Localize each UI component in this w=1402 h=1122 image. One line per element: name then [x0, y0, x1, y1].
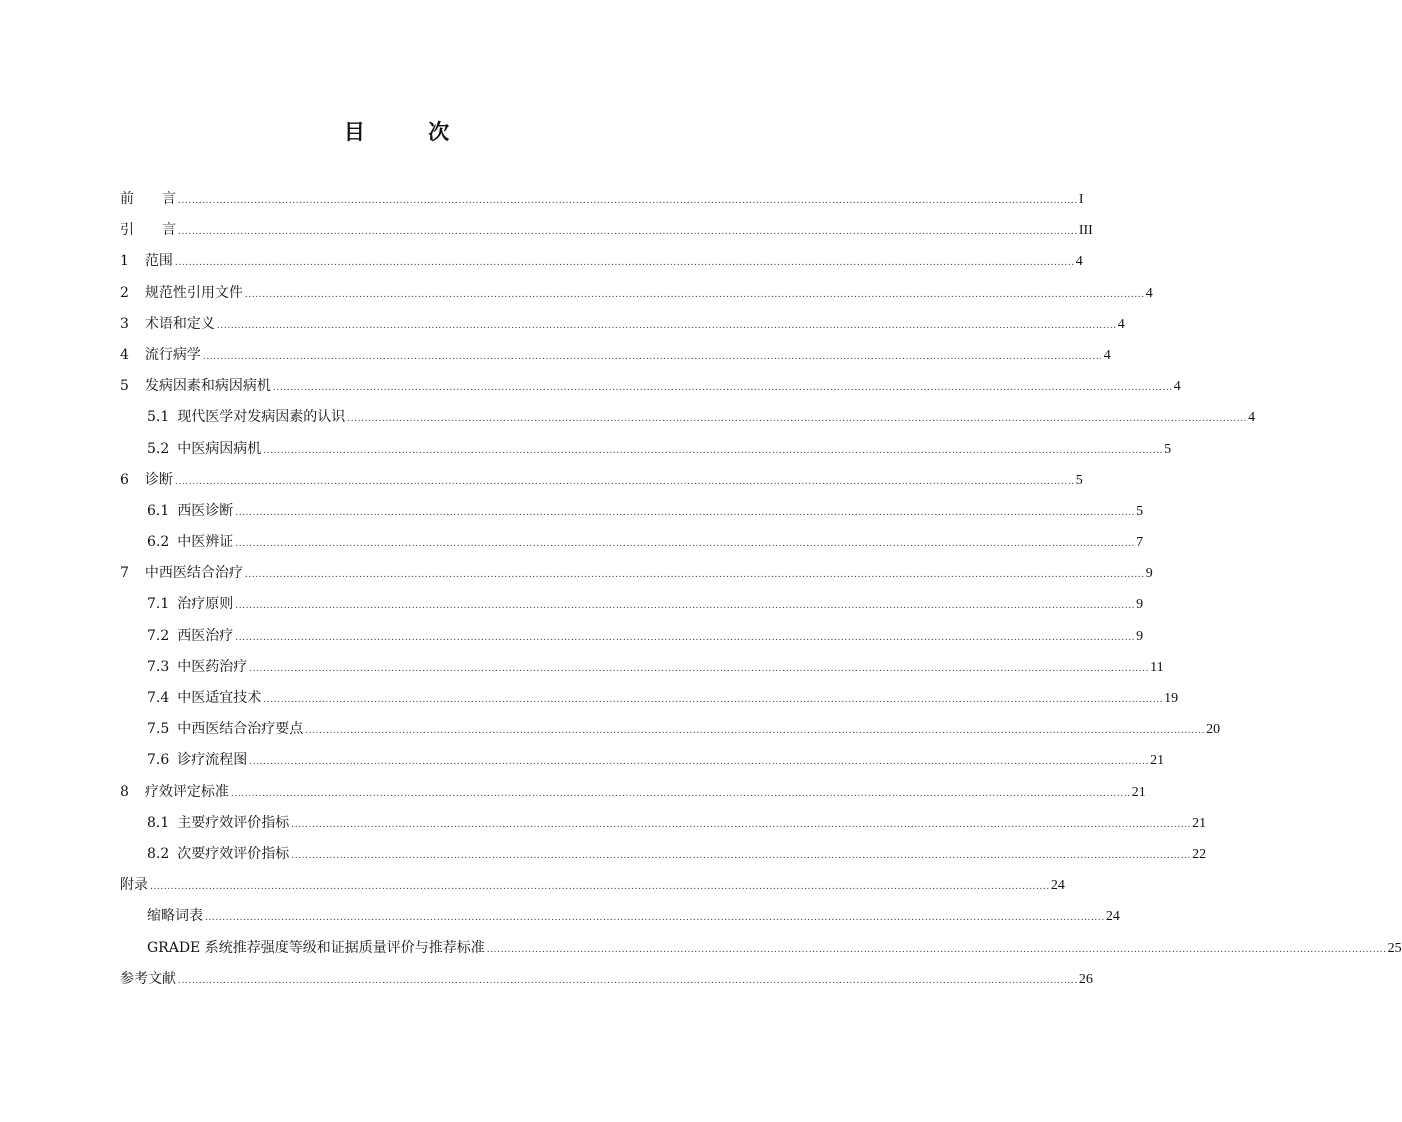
- toc-leader-dots: ....................................................................................................................................................................................................................................................................: [305, 726, 1206, 737]
- table-of-contents: [120, 184, 1402, 995]
- toc-entry-number: 7.4: [147, 690, 170, 706]
- toc-entry-page: 4: [1173, 379, 1181, 395]
- toc-entry-page: 21: [1131, 784, 1146, 800]
- toc-leader-dots: ....................................................................................................................................................................................................................................................................: [235, 601, 1136, 612]
- toc-entry-label: [120, 215, 178, 246]
- toc-entry-page: III: [1078, 223, 1093, 239]
- toc-entry-label: [147, 933, 487, 964]
- toc-entry-number: 7.3: [147, 658, 170, 675]
- toc-entry-label: [147, 901, 205, 932]
- toc-entry[interactable]: [120, 246, 1083, 277]
- toc-entry[interactable]: [120, 402, 1256, 433]
- toc-entry[interactable]: [120, 371, 1181, 402]
- toc-entry-number: 7: [120, 565, 129, 582]
- toc-entry-label: [147, 496, 235, 527]
- toc-entry-text: GRADE 系统推荐强度等级和证据质量评价与推荐标准: [147, 939, 485, 956]
- toc-entry[interactable]: [120, 933, 1402, 964]
- toc-entry-text: 缩略词表: [147, 908, 203, 925]
- toc-entry-text: 附录: [120, 877, 148, 894]
- toc-leader-dots: ....................................................................................................................................................................................................................................................................: [202, 351, 1103, 362]
- toc-entry-label: [147, 434, 263, 465]
- toc-leader-dots: ....................................................................................................................................................................................................................................................................: [291, 850, 1192, 861]
- toc-leader-dots: ....................................................................................................................................................................................................................................................................: [244, 289, 1145, 300]
- toc-entry[interactable]: [120, 745, 1165, 776]
- toc-leader-dots: ....................................................................................................................................................................................................................................................................: [178, 227, 1078, 238]
- toc-leader-dots: ....................................................................................................................................................................................................................................................................: [216, 320, 1117, 331]
- toc-entry-label: [147, 589, 235, 620]
- toc-entry[interactable]: [120, 683, 1179, 714]
- toc-entry[interactable]: [120, 527, 1144, 558]
- toc-entry-page: 4: [1075, 254, 1083, 270]
- toc-entry-text: 现代医学对发病因素的认识: [177, 409, 346, 426]
- toc-entry-label: [120, 246, 175, 277]
- toc-entry-number: 7.5: [147, 721, 170, 738]
- toc-entry-text: 主要疗效评价指标: [177, 814, 290, 831]
- toc-entry-text: 发病因素和病因病机: [144, 378, 271, 395]
- toc-leader-dots: ....................................................................................................................................................................................................................................................................: [174, 258, 1075, 269]
- toc-entry-label: [120, 777, 231, 808]
- toc-entry-page: 9: [1136, 597, 1144, 613]
- toc-entry[interactable]: [120, 558, 1153, 589]
- toc-entry[interactable]: [120, 621, 1144, 652]
- toc-entry[interactable]: [120, 184, 1084, 215]
- toc-leader-dots: ....................................................................................................................................................................................................................................................................: [347, 414, 1248, 425]
- toc-entry-number: 8.2: [147, 845, 170, 862]
- toc-entry-text: 西医诊断: [177, 502, 234, 519]
- toc-leader-dots: ....................................................................................................................................................................................................................................................................: [249, 663, 1150, 674]
- toc-entry-text: 诊断: [144, 471, 173, 488]
- toc-entry-page: 4: [1117, 316, 1125, 332]
- toc-entry-page: 20: [1206, 722, 1221, 738]
- toc-entry[interactable]: [120, 964, 1093, 995]
- toc-entry-page: 4: [1103, 347, 1111, 363]
- toc-entry-text: 次要疗效评价指标: [177, 845, 290, 862]
- toc-entry-label: [120, 870, 150, 901]
- toc-leader-dots: ....................................................................................................................................................................................................................................................................: [249, 757, 1150, 768]
- toc-leader-dots: ....................................................................................................................................................................................................................................................................: [150, 882, 1050, 893]
- toc-entry-text: 引 言: [120, 222, 176, 239]
- toc-entry-number: 4: [120, 346, 129, 363]
- toc-entry-number: 8.1: [147, 814, 170, 831]
- toc-leader-dots: ....................................................................................................................................................................................................................................................................: [272, 383, 1173, 394]
- toc-entry-number: 5: [120, 378, 129, 395]
- toc-entry-text: 治疗原则: [177, 596, 234, 613]
- toc-entry[interactable]: [120, 870, 1065, 901]
- toc-entry-page: 4: [1248, 410, 1256, 426]
- toc-entry-number: 5.2: [147, 440, 170, 457]
- toc-entry[interactable]: [120, 278, 1153, 309]
- toc-entry-text: 中医适宜技术: [177, 690, 262, 706]
- page-title: 目 次: [343, 120, 478, 144]
- toc-entry[interactable]: [120, 839, 1207, 870]
- toc-entry[interactable]: [120, 340, 1111, 371]
- toc-leader-dots: ....................................................................................................................................................................................................................................................................: [205, 913, 1105, 924]
- toc-entry[interactable]: [120, 589, 1144, 620]
- toc-entry-number: 6.1: [147, 502, 170, 519]
- toc-entry-page: 9: [1145, 566, 1153, 582]
- toc-entry-page: 5: [1075, 472, 1083, 488]
- toc-entry-text: 流行病学: [144, 346, 201, 363]
- toc-entry-text: 中西医结合治疗: [144, 565, 243, 582]
- toc-entry-text: 规范性引用文件: [144, 284, 243, 301]
- toc-entry-text: 中医病因病机: [177, 440, 262, 457]
- toc-entry-label: [120, 465, 175, 496]
- toc-leader-dots: ....................................................................................................................................................................................................................................................................: [486, 944, 1387, 955]
- toc-leader-dots: ....................................................................................................................................................................................................................................................................: [235, 632, 1136, 643]
- toc-entry-page: 4: [1145, 285, 1153, 301]
- toc-entry[interactable]: [120, 777, 1146, 808]
- toc-leader-dots: ....................................................................................................................................................................................................................................................................: [291, 819, 1192, 830]
- toc-entry-label: [147, 621, 235, 652]
- toc-entry-number: 7.6: [147, 752, 170, 769]
- toc-entry-page: 21: [1150, 753, 1165, 769]
- toc-entry-label: [147, 839, 291, 870]
- toc-entry[interactable]: [120, 808, 1207, 839]
- toc-entry-page: 21: [1192, 815, 1207, 831]
- toc-entry-label: [120, 309, 217, 340]
- toc-entry-number: 3: [120, 315, 129, 332]
- toc-entry-number: 6.2: [147, 534, 170, 551]
- toc-leader-dots: ....................................................................................................................................................................................................................................................................: [178, 196, 1078, 206]
- toc-entry-page: 25: [1387, 940, 1402, 956]
- toc-entry[interactable]: [120, 434, 1172, 465]
- toc-entry-text: 中西医结合治疗要点: [177, 721, 304, 738]
- toc-entry-label: [147, 652, 249, 683]
- toc-entry-number: 8: [120, 783, 129, 800]
- toc-entry[interactable]: [120, 215, 1093, 246]
- toc-entry-page: 22: [1192, 846, 1207, 862]
- toc-entry-text: 参考文献: [120, 970, 176, 987]
- toc-leader-dots: ....................................................................................................................................................................................................................................................................: [235, 539, 1136, 550]
- toc-leader-dots: ....................................................................................................................................................................................................................................................................: [244, 570, 1145, 581]
- toc-entry-text: 前 言: [120, 191, 176, 207]
- toc-entry-text: 西医治疗: [177, 627, 234, 644]
- toc-entry-page: 9: [1136, 628, 1144, 644]
- toc-entry-label: [147, 402, 347, 433]
- toc-entry-label: [147, 527, 235, 558]
- toc-entry-page: 5: [1164, 441, 1172, 457]
- toc-entry[interactable]: [120, 714, 1221, 745]
- toc-entry-number: 6: [120, 471, 129, 488]
- toc-entry[interactable]: [120, 465, 1083, 496]
- toc-entry-number: 5.1: [147, 409, 170, 426]
- toc-entry-number: 7.2: [147, 627, 170, 644]
- toc-entry-text: 术语和定义: [144, 315, 215, 332]
- toc-entry[interactable]: [120, 652, 1164, 683]
- toc-entry-page: 24: [1105, 909, 1120, 925]
- toc-entry-label: [147, 714, 305, 745]
- toc-entry-label: [120, 964, 178, 995]
- toc-entry-text: 疗效评定标准: [144, 783, 229, 800]
- toc-entry-label: [120, 340, 203, 371]
- toc-entry-page: 7: [1136, 535, 1144, 551]
- toc-entry-label: [120, 371, 273, 402]
- toc-entry-page: 5: [1136, 503, 1144, 519]
- toc-entry-number: 1: [120, 253, 129, 270]
- toc-entry-text: 诊疗流程图: [177, 752, 248, 769]
- toc-entry-page: 24: [1050, 878, 1065, 894]
- toc-entry-text: 中医药治疗: [177, 658, 248, 675]
- toc-leader-dots: ....................................................................................................................................................................................................................................................................: [174, 476, 1075, 487]
- toc-leader-dots: ....................................................................................................................................................................................................................................................................: [263, 695, 1164, 705]
- toc-entry-label: [147, 745, 249, 776]
- toc-leader-dots: ....................................................................................................................................................................................................................................................................: [235, 507, 1136, 518]
- toc-entry-label: [147, 808, 291, 839]
- toc-entry-number: 7.1: [147, 596, 170, 613]
- toc-entry-text: 范围: [144, 253, 173, 270]
- toc-entry[interactable]: [120, 309, 1125, 340]
- toc-entry-page: 26: [1078, 971, 1093, 987]
- toc-entry-text: 中医辨证: [177, 534, 234, 551]
- toc-entry-label: [120, 184, 178, 215]
- toc-entry[interactable]: [120, 901, 1120, 932]
- toc-entry-page: I: [1078, 192, 1084, 207]
- toc-entry-label: [120, 278, 245, 309]
- toc-entry[interactable]: [120, 496, 1144, 527]
- toc-leader-dots: ....................................................................................................................................................................................................................................................................: [230, 788, 1131, 799]
- toc-entry-number: 2: [120, 284, 129, 301]
- toc-entry-label: [147, 683, 263, 714]
- toc-entry-page: 19: [1164, 691, 1179, 706]
- toc-entry-page: 11: [1150, 659, 1164, 675]
- toc-leader-dots: ....................................................................................................................................................................................................................................................................: [178, 975, 1078, 986]
- toc-entry-label: [120, 558, 245, 589]
- toc-leader-dots: ....................................................................................................................................................................................................................................................................: [263, 445, 1164, 456]
